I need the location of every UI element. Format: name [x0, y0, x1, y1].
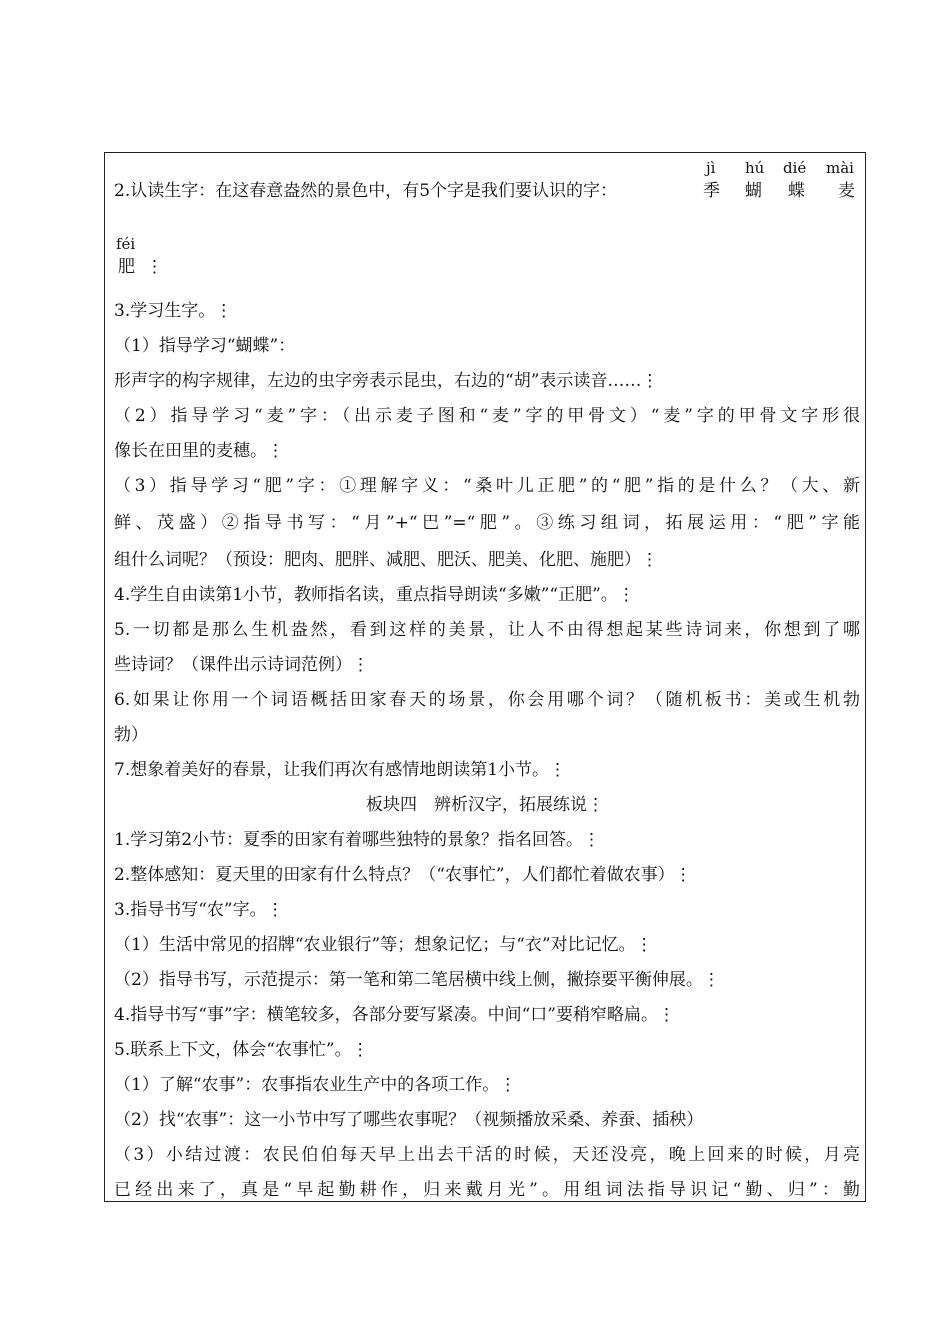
pinyin-ji: jì — [706, 159, 716, 177]
text-line-10: 组什么词呢？（预设：肥肉、肥胖、减肥、肥沃、肥美、化肥、施肥）⋮ — [114, 550, 658, 570]
pinyin-hu: hú — [745, 159, 765, 177]
pinyin-mai: mài — [826, 159, 854, 177]
text-line-5: 形声字的构字规律，左边的虫字旁表示昆虫，右边的“胡”表示读音……⋮ — [114, 371, 659, 391]
pinyin-die: dié — [783, 159, 807, 177]
text-line-26: （2）找“农事”：这一小节中写了哪些农事呢？（视频播放采桑、养蚕、插秧） — [114, 1110, 704, 1130]
section-heading-block-4: 板块四 辨析汉字，拓展练说⋮ — [366, 795, 604, 815]
text-line-1: 2.认读生字：在这春意盎然的景色中，有5个字是我们要认识的字： — [114, 181, 618, 201]
text-line-7: 像长在田里的麦穗。⋮ — [114, 441, 284, 461]
text-line-6: （2）指导学习“麦”字：（出示麦子图和“麦”字的甲骨文）“麦”字的甲骨文字形很 — [114, 406, 860, 426]
text-line-4: （1）指导学习“蝴蝶”： — [114, 336, 296, 356]
text-line-12: 5.一切都是那么生机盎然，看到这样的美景，让人不由得想起某些诗词来，你想到了哪 — [114, 620, 860, 640]
text-line-22: （2）指导书写，示范提示：第一笔和第二笔居横中线上侧，撇捺要平衡伸展。⋮ — [114, 970, 720, 990]
line-end-mark: ⋮ — [146, 257, 163, 277]
text-line-16: 7.想象着美好的春景，让我们再次有感情地朗读第1小节。⋮ — [114, 760, 567, 780]
text-line-18: 1.学习第2小节：夏季的田家有着哪些独特的景象？指名回答。⋮ — [114, 830, 601, 850]
text-line-25: （1）了解“农事”：农事指农业生产中的各项工作。⋮ — [114, 1075, 517, 1095]
text-line-14: 6.如果让你用一个词语概括田家春天的场景，你会用哪个词？（随机板书：美或生机勃 — [114, 690, 860, 710]
hanzi-fei: 肥 — [118, 257, 135, 277]
text-line-27: （3）小结过渡：农民伯伯每天早上出去干活的时候，天还没亮，晚上回来的时候，月亮 — [114, 1145, 860, 1165]
hanzi-die: 蝶 — [788, 181, 805, 201]
hanzi-hu: 蝴 — [745, 181, 762, 201]
text-line-24: 5.联系上下文，体会“农事忙”。⋮ — [114, 1040, 369, 1060]
hanzi-ji: 季 — [703, 181, 720, 201]
text-line-13: 些诗词？（课件出示诗词范例）⋮ — [114, 655, 369, 675]
text-line-9: 鲜、茂盛）②指导书写：“月”+“巴”=“肥”。③练习组词，拓展运用：“肥”字能 — [114, 513, 860, 533]
text-line-21: （1）生活中常见的招牌“农业银行”等；想象记忆；与“衣”对比记忆。⋮ — [114, 935, 653, 955]
text-line-3: 3.学习生字。⋮ — [114, 301, 233, 321]
text-line-28: 已经出来了，真是“早起勤耕作，归来戴月光”。用组词法指导识记“勤、归”：勤 — [114, 1180, 860, 1200]
text-line-15: 勃） — [114, 725, 148, 745]
text-line-8: （3）指导学习“肥”字：①理解字义：“桑叶儿正肥”的“肥”指的是什么？（大、新 — [114, 476, 860, 496]
text-line-23: 4.指导书写“事”字：横笔较多，各部分要写紧凑。中间“口”要稍窄略扁。⋮ — [114, 1005, 675, 1025]
hanzi-mai: 麦 — [838, 181, 855, 201]
pinyin-fei: féi — [116, 235, 136, 253]
text-line-11: 4.学生自由读第1小节，教师指名读，重点指导朗读“多嫩”“正肥”。⋮ — [114, 585, 635, 605]
text-line-20: 3.指导书写“农”字。⋮ — [114, 900, 284, 920]
text-line-19: 2.整体感知：夏天里的田家有什么特点？（“农事忙”，人们都忙着做农事）⋮ — [114, 865, 692, 885]
